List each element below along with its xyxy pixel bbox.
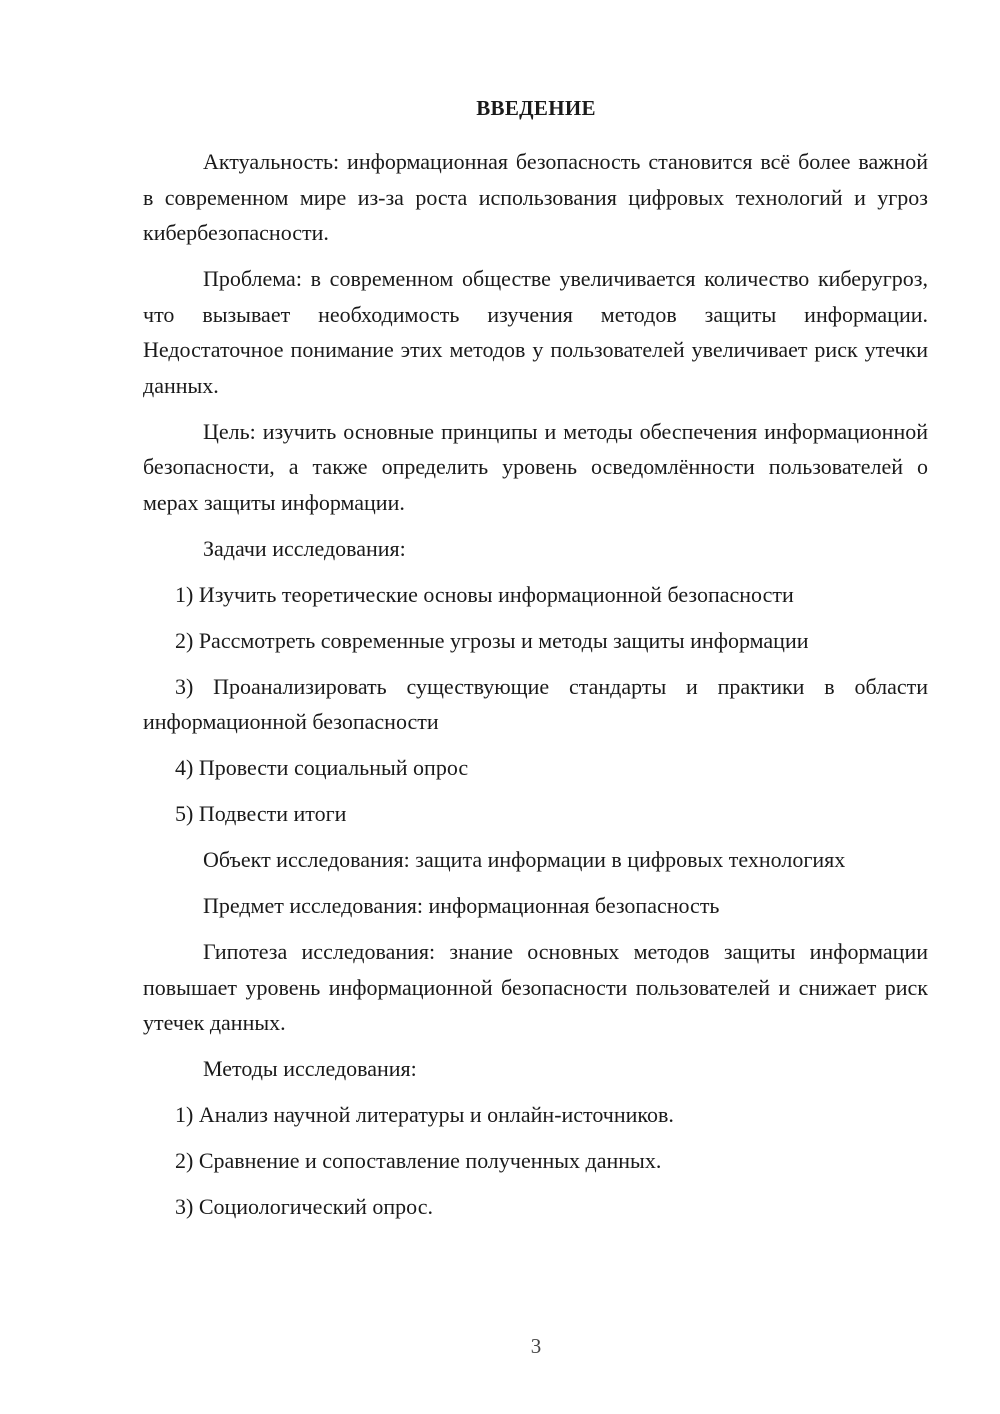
task-item: 1) Изучить теоретические основы информационной безопасности <box>175 581 794 607</box>
task-item: 4) Провести социальный опрос <box>175 755 469 780</box>
tasks-heading: Задачи исследования: <box>203 535 406 561</box>
document-body <box>143 144 928 1235</box>
hypothesis-paragraph: Гипотеза исследования: знание основных методов защиты информации повышает уровень информационной безопасности пользователей и снижает риск утечек данных. <box>143 939 928 1035</box>
goal-paragraph: Цель: изучить основные принципы и методы обеспечения информационной безопасности, а также определить уровень осведомлённости пользователей о мерах защиты информации. <box>143 418 928 515</box>
subject-paragraph: Предмет исследования: информационная безопасность <box>203 893 720 918</box>
method-item: 2) Сравнение и сопоставление полученных данных. <box>175 1148 662 1173</box>
task-item: 2) Рассмотреть современные угрозы и методы защиты информации <box>175 627 809 653</box>
method-item: 3) Социологический опрос. <box>175 1194 433 1219</box>
section-title: ВВЕДЕНИЕ <box>476 96 596 120</box>
object-paragraph: Объект исследования: защита информации в цифровых технологиях <box>203 847 846 872</box>
page-number: 3 <box>530 1334 542 1358</box>
method-item: 1) Анализ научной литературы и онлайн-источников. <box>175 1102 674 1127</box>
methods-heading: Методы исследования: <box>203 1056 417 1081</box>
problem-paragraph: Проблема: в современном обществе увеличивается количество киберугроз, что вызывает необходимость изучения методов защиты информации. Недостаточное понимание этих методов у пользователей увеличивает риск утечки данных. <box>143 266 928 398</box>
task-item: 3) Проанализировать существующие стандарты и практики в области информационной безопасности <box>143 673 928 734</box>
relevance-paragraph: Актуальность: информационная безопасность становится всё более важной в современном мире из-за роста использования цифровых технологий и угроз кибербезопасности. <box>143 149 928 245</box>
task-item: 5) Подвести итоги <box>175 801 347 826</box>
